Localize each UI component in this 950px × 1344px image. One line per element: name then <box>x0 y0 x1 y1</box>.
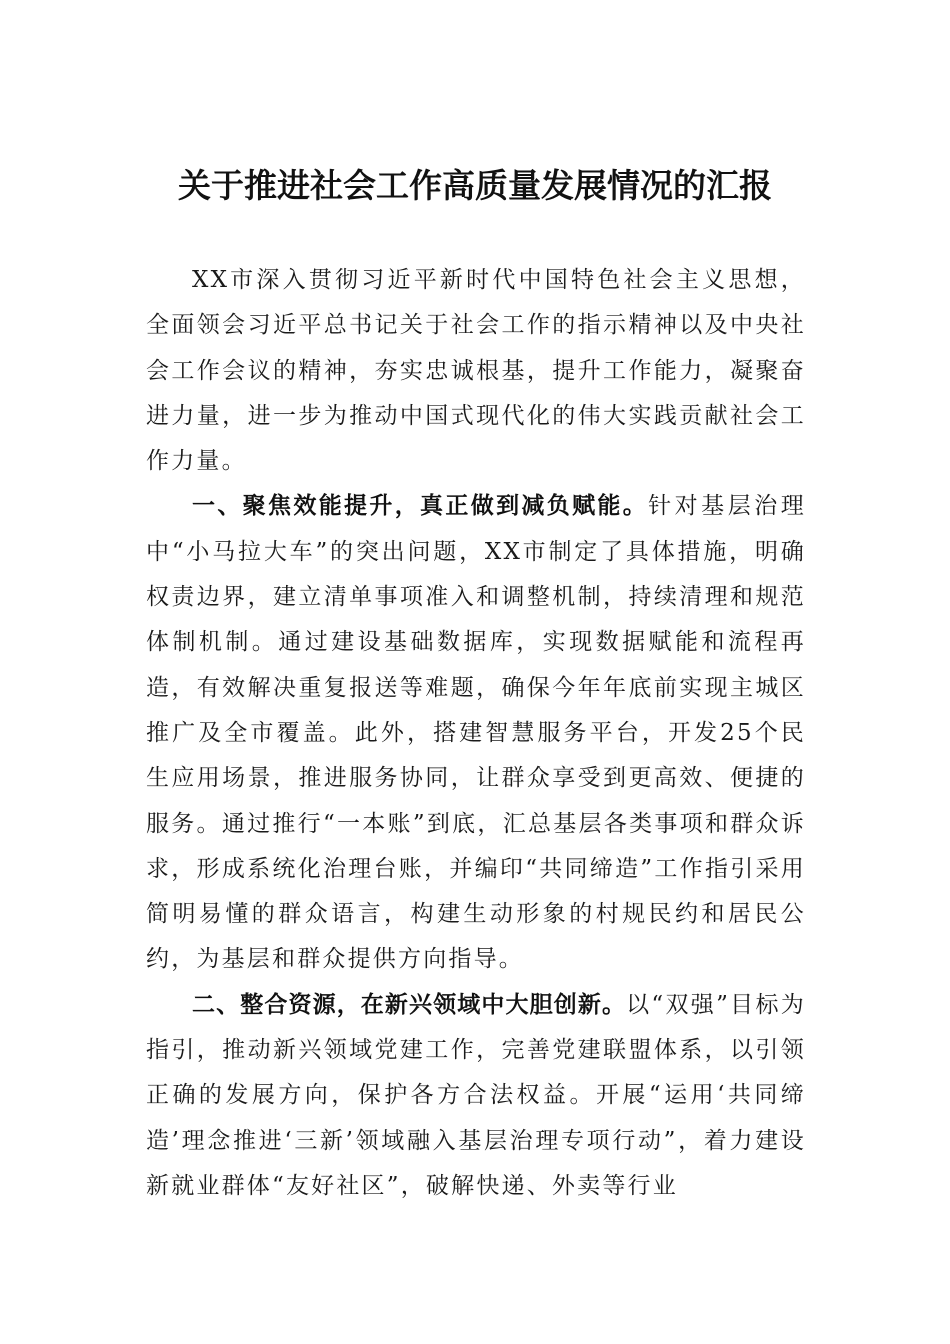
section-text-1: 针对基层治理中“小马拉大车”的突出问题，XX市制定了具体措施，明确权责边界，建立清单事项准入和调整机制，持续清理和规范体制机制。通过建设基础数据库，实现数据赋能和流程再造，有效解决重复报送等难题，确保今年年底前实现主城区推广及全市覆盖。此外，搭建智慧服务平台，开发25个民生应用场景，推进服务协同，让群众享受到更高效、便捷的服务。通过推行“一本账”到底，汇总基层各类事项和群众诉求，形成系统化治理台账，并编印“共同缔造”工作指引采用简明易懂的群众语言，构建生动形象的村规民约和居民公约，为基层和群众提供方向指导。 <box>146 493 807 973</box>
section-heading-1: 一、聚焦效能提升，真正做到减负赋能。 <box>192 493 649 520</box>
section-text-2: 以“双强”目标为指引，推动新兴领域党建工作，完善党建联盟体系，以引领正确的发展方向，保护各方合法权益。开展“运用‘共同缔造’理念推进‘三新’领域融入基层治理专项行动”，着力建设新就业群体“友好社区”，破解快递、外卖等行业 <box>146 991 806 1199</box>
document-title: 关于推进社会工作高质量发展情况的汇报 <box>178 166 772 205</box>
section-paragraph-1 <box>146 484 806 982</box>
section-heading-2: 二、整合资源，在新兴领域中大胆创新。 <box>192 991 627 1018</box>
intro-paragraph: XX市深入贯彻习近平新时代中国特色社会主义思想，全面领会习近平总书记关于社会工作的指示精神以及中央社会工作会议的精神，夯实忠诚根基，提升工作能力，凝聚奋进力量，进一步为推动中国式现代化的伟大实践贡献社会工作力量。 <box>146 267 806 475</box>
document-body <box>146 258 806 1209</box>
section-paragraph-2 <box>146 983 806 1209</box>
